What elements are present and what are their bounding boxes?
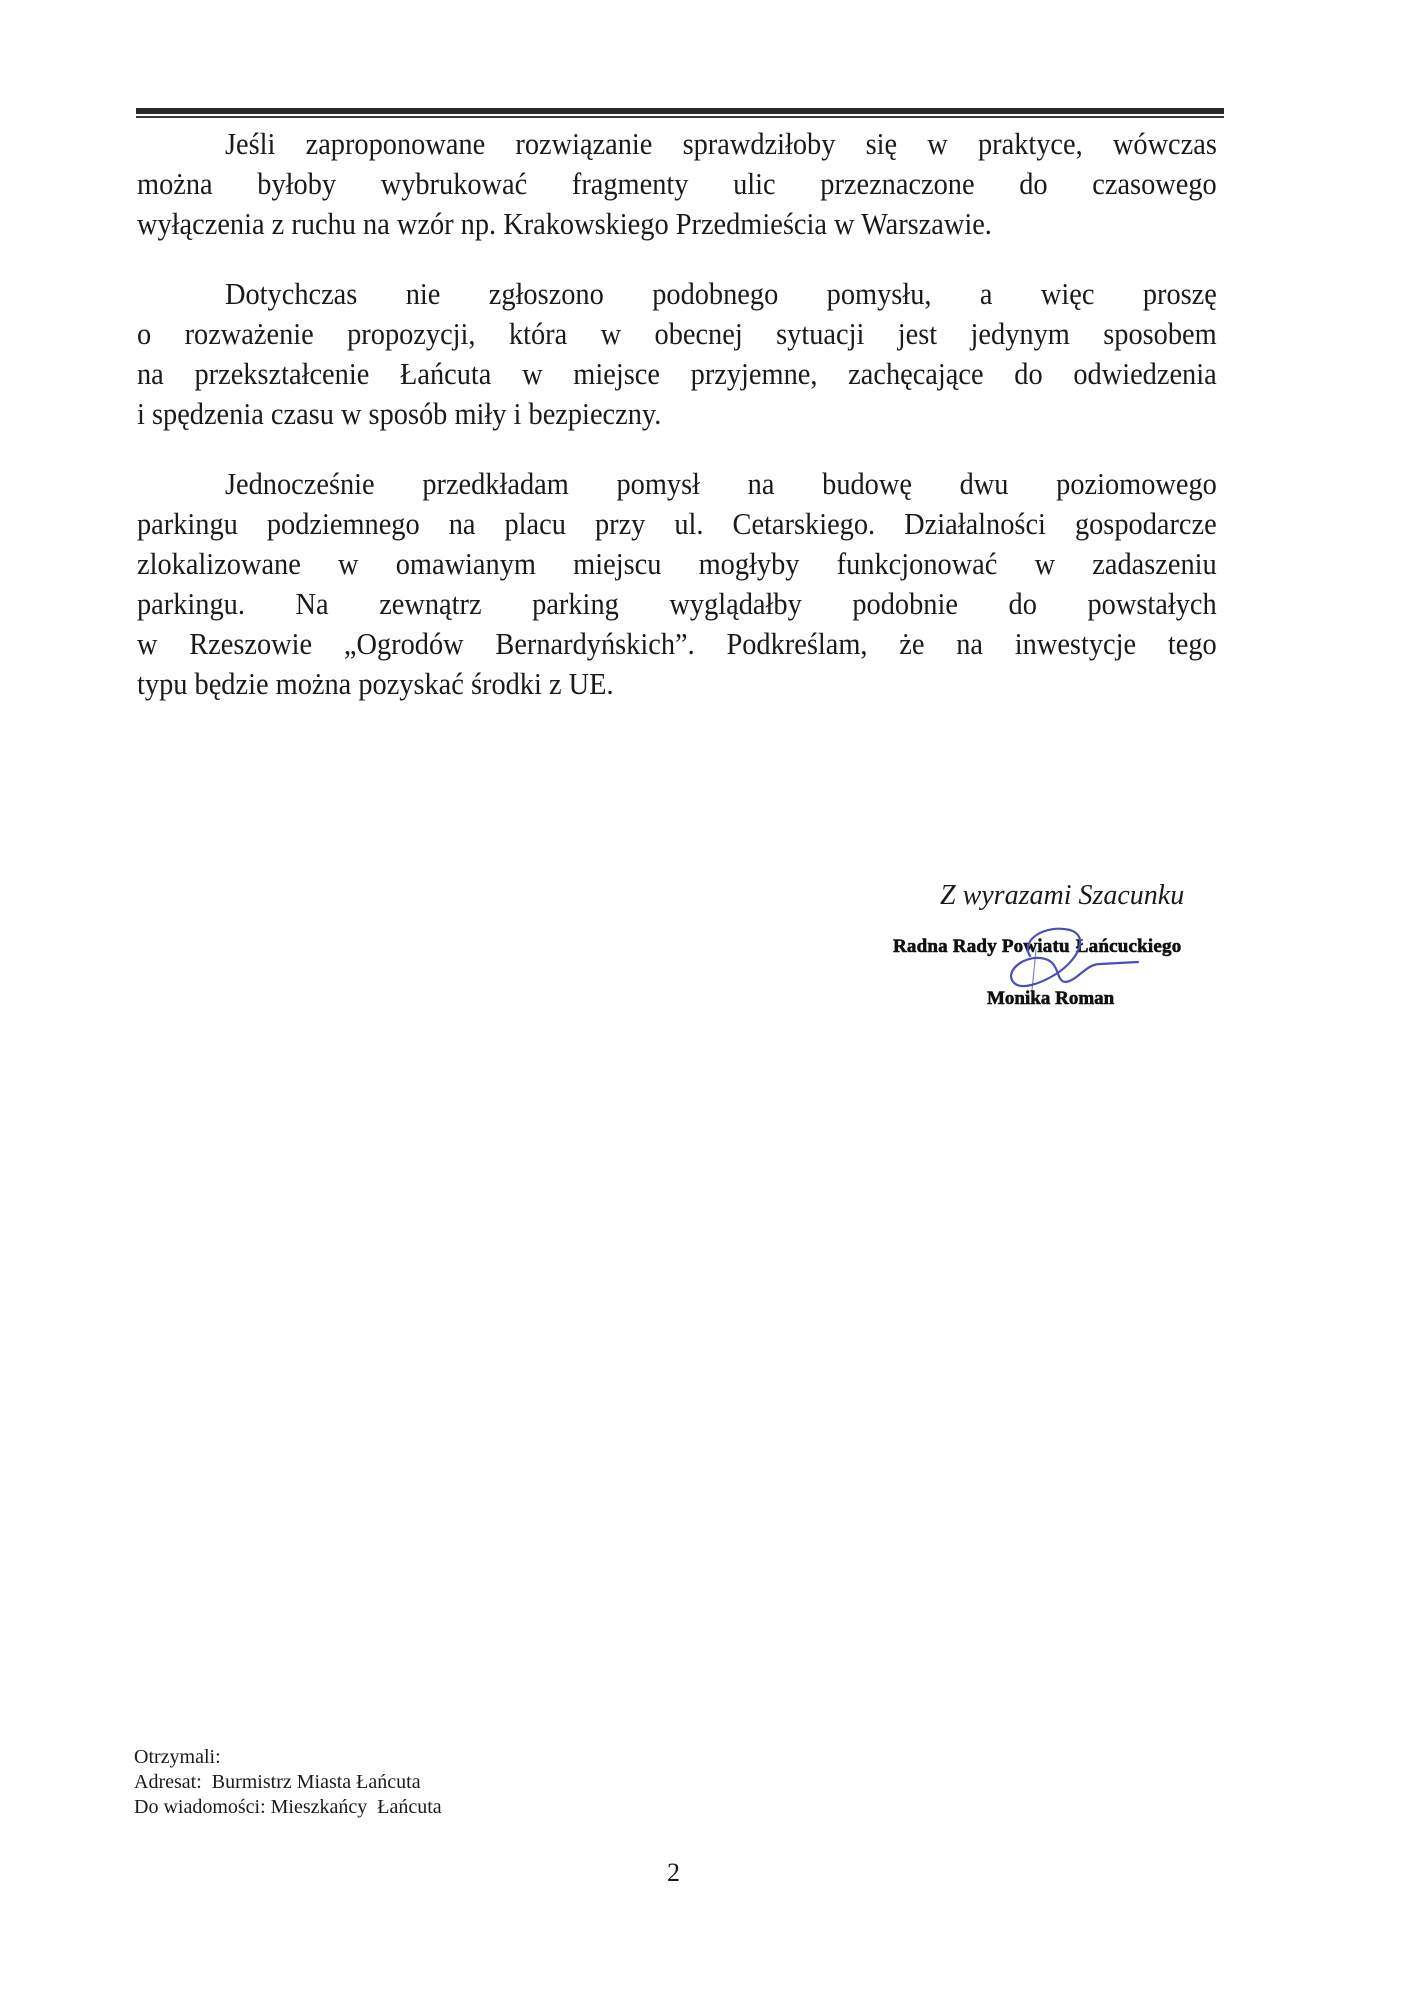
paragraph-2	[137, 274, 1217, 434]
paragraph-line: o rozważenie propozycji, która w obecnej sytuacji jest jedynym sposobem	[137, 316, 1217, 351]
letter-body	[137, 124, 1217, 734]
paragraph-line: wyłączenia z ruchu na wzór np. Krakowskiego Przedmieścia w Warszawie.	[137, 206, 992, 241]
paragraph-line: parkingu podziemnego na placu przy ul. Cetarskiego. Działalności gospodarcze	[137, 506, 1217, 541]
paragraph-line: i spędzenia czasu w sposób miły i bezpieczny.	[137, 396, 662, 431]
paragraph-line: na przekształcenie Łańcuta w miejsce przyjemne, zachęcające do odwiedzenia	[137, 356, 1217, 391]
paragraph-1	[137, 124, 1217, 244]
recipients-heading: Otrzymali:	[134, 1746, 221, 1768]
closing-phrase: Z wyrazami Szacunku	[940, 880, 1185, 911]
paragraph-line: można byłoby wybrukować fragmenty ulic przeznaczone do czasowego	[137, 166, 1217, 201]
recipients-cc: Do wiadomości: Mieszkańcy Łańcuta	[134, 1796, 442, 1818]
signatory-title	[893, 936, 1181, 958]
paragraph-line: typu będzie można pozyskać środki z UE.	[137, 666, 614, 701]
paragraph-line: zlokalizowane w omawianym miejscu mogłyby funkcjonować w zadaszeniu	[137, 546, 1217, 581]
header-rule-thin	[136, 116, 1224, 118]
paragraph-line: Jednocześnie przedkładam pomysł na budowę dwu poziomowego	[225, 466, 1217, 501]
paragraph-line: w Rzeszowie „Ogrodów Bernardyńskich”. Podkreślam, że na inwestycje tego	[137, 626, 1217, 661]
recipients-block	[134, 1745, 442, 1820]
signature-block	[860, 880, 1240, 1030]
paragraph-line: parkingu. Na zewnątrz parking wyglądałby podobnie do powstałych	[137, 586, 1217, 621]
recipients-addressee: Adresat: Burmistrz Miasta Łańcuta	[134, 1771, 421, 1793]
paragraph-line: Dotychczas nie zgłoszono podobnego pomysłu, a więc proszę	[225, 276, 1217, 311]
signatory-name: Monika Roman	[987, 988, 1115, 1009]
paragraph-line: Jeśli zaproponowane rozwiązanie sprawdziłoby się w praktyce, wówczas	[225, 126, 1217, 161]
signatory-title-part1: Radna Rady Powiatu	[893, 936, 1070, 957]
paragraph-3	[137, 464, 1217, 704]
header-rule-thick	[136, 108, 1224, 114]
page-number: 2	[667, 1858, 680, 1887]
signatory-title-part2: Łańcuckiego	[1075, 936, 1182, 957]
